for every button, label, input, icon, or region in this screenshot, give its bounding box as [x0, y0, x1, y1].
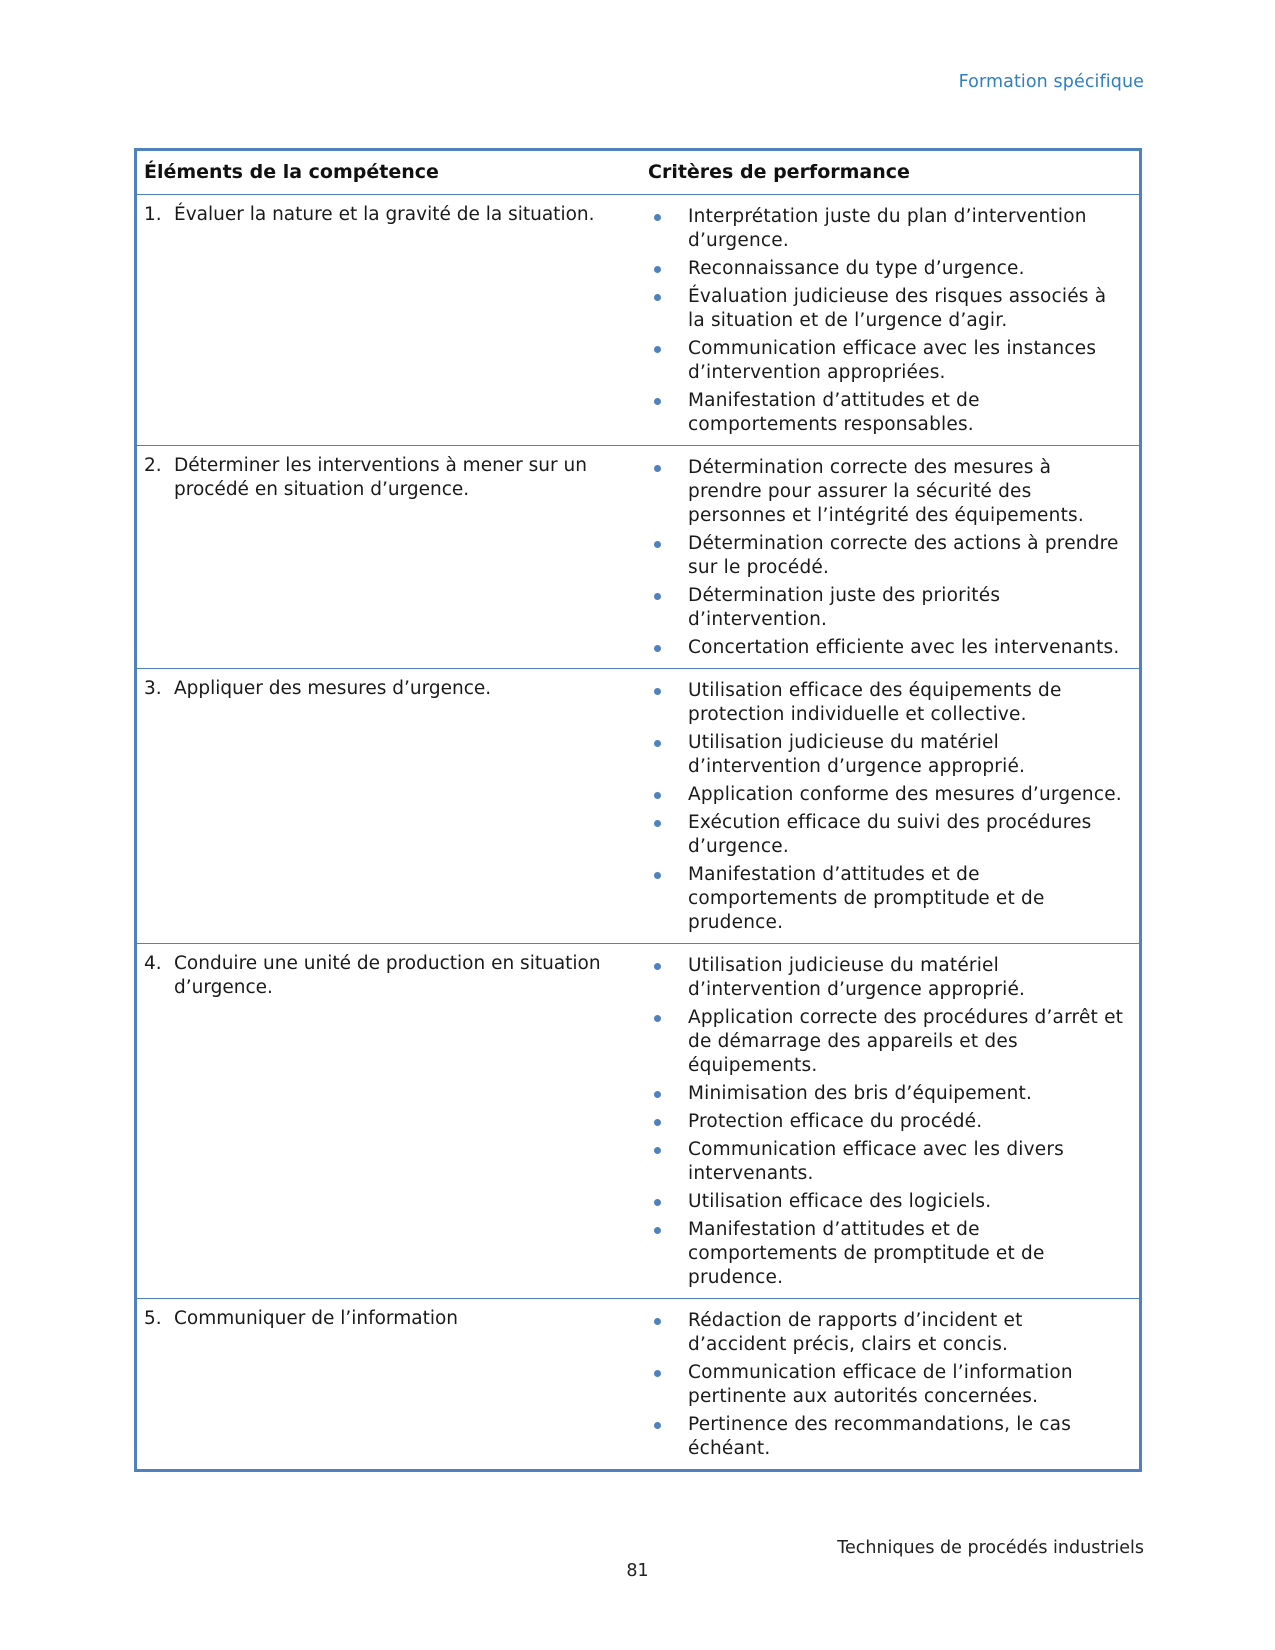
criteria-item: [648, 863, 1127, 935]
performance-criteria-cell: [640, 669, 1139, 943]
performance-criteria-cell: [640, 446, 1139, 668]
element-text: Déterminer les interventions à mener sur un procédé en situation d’urgence.: [174, 455, 587, 500]
bullet-icon: [648, 679, 688, 727]
criteria-item: [648, 584, 1127, 632]
criteria-text: Manifestation d’attitudes et de comportements de promptitude et de prudence.: [688, 1219, 1045, 1288]
criteria-list: [648, 195, 1127, 445]
criteria-text: Protection efficace du procédé.: [688, 1111, 983, 1132]
criteria-text: Détermination correcte des mesures à prendre pour assurer la sécurité des personnes et l’intégrité des équipements.: [688, 457, 1084, 526]
bullet-icon: [648, 1413, 688, 1461]
bullet-icon: [648, 1082, 688, 1106]
criteria-text: Pertinence des recommandations, le cas échéant.: [688, 1414, 1072, 1459]
criteria-text: Reconnaissance du type d’urgence.: [688, 258, 1025, 279]
table-row: [137, 669, 1139, 944]
element-number: 5.: [144, 1308, 162, 1329]
criteria-item: [648, 636, 1127, 660]
bullet-icon: [648, 1309, 688, 1357]
criteria-text: Application correcte des procédures d’arrêt et de démarrage des appareils et des équipements.: [688, 1007, 1124, 1076]
element-number: 1.: [144, 204, 162, 225]
bullet-icon: [648, 863, 688, 935]
element-number: 4.: [144, 953, 162, 974]
criteria-text: Communication efficace avec les instances d’intervention appropriées.: [688, 338, 1097, 383]
competence-element: [137, 1299, 640, 1469]
criteria-text: Manifestation d’attitudes et de comportements de promptitude et de prudence.: [688, 864, 1045, 933]
criteria-text: Communication efficace avec les divers intervenants.: [688, 1139, 1065, 1184]
criteria-text: Interprétation juste du plan d’intervention d’urgence.: [688, 206, 1087, 251]
column-header-criteria: Critères de performance: [648, 161, 910, 183]
criteria-item: [648, 811, 1127, 859]
criteria-list: [648, 944, 1127, 1298]
criteria-item: [648, 205, 1127, 253]
bullet-icon: [648, 1190, 688, 1214]
bullet-icon: [648, 337, 688, 385]
criteria-item: [648, 679, 1127, 727]
criteria-text: Utilisation judicieuse du matériel d’intervention d’urgence approprié.: [688, 732, 1026, 777]
bullet-icon: [648, 1138, 688, 1186]
criteria-list: [648, 446, 1127, 668]
criteria-item: [648, 954, 1127, 1002]
performance-criteria-cell: [640, 944, 1139, 1298]
competence-element: [137, 669, 640, 943]
criteria-text: Utilisation efficace des équipements de protection individuelle et collective.: [688, 680, 1062, 725]
table-header-row: [137, 151, 1139, 195]
bullet-icon: [648, 1218, 688, 1290]
criteria-item: [648, 285, 1127, 333]
table-row: [137, 446, 1139, 669]
column-header-elements: Éléments de la compétence: [144, 161, 439, 183]
criteria-list: [648, 1299, 1127, 1469]
element-number: 3.: [144, 678, 162, 699]
criteria-text: Communication efficace de l’information pertinente aux autorités concernées.: [688, 1362, 1073, 1407]
criteria-item: [648, 1413, 1127, 1461]
bullet-icon: [648, 389, 688, 437]
criteria-text: Application conforme des mesures d’urgence.: [688, 784, 1122, 805]
bullet-icon: [648, 783, 688, 807]
criteria-item: [648, 731, 1127, 779]
criteria-item: [648, 1309, 1127, 1357]
table-row: [137, 944, 1139, 1299]
bullet-icon: [648, 205, 688, 253]
criteria-list: [648, 669, 1127, 943]
criteria-item: [648, 1006, 1127, 1078]
bullet-icon: [648, 731, 688, 779]
criteria-item: [648, 257, 1127, 281]
performance-criteria-cell: [640, 195, 1139, 445]
bullet-icon: [648, 1361, 688, 1409]
competence-element: [137, 195, 640, 445]
bullet-icon: [648, 257, 688, 281]
bullet-icon: [648, 532, 688, 580]
criteria-text: Exécution efficace du suivi des procédures d’urgence.: [688, 812, 1092, 857]
criteria-item: [648, 1218, 1127, 1290]
table-row: [137, 195, 1139, 446]
competence-element: [137, 944, 640, 1298]
element-text: Communiquer de l’information: [174, 1308, 459, 1329]
competence-table: [134, 148, 1142, 1472]
criteria-text: Rédaction de rapports d’incident et d’accident précis, clairs et concis.: [688, 1310, 1023, 1355]
criteria-item: [648, 456, 1127, 528]
criteria-item: [648, 1138, 1127, 1186]
criteria-text: Manifestation d’attitudes et de comportements responsables.: [688, 390, 980, 435]
performance-criteria-cell: [640, 1299, 1139, 1469]
running-header: Formation spécifique: [958, 72, 1144, 92]
criteria-text: Évaluation judicieuse des risques associés à la situation et de l’urgence d’agir.: [688, 286, 1107, 331]
bullet-icon: [648, 584, 688, 632]
criteria-item: [648, 1082, 1127, 1106]
criteria-item: [648, 1361, 1127, 1409]
bullet-icon: [648, 285, 688, 333]
bullet-icon: [648, 456, 688, 528]
table-row: [137, 1299, 1139, 1469]
bullet-icon: [648, 811, 688, 859]
criteria-text: Utilisation judicieuse du matériel d’intervention d’urgence approprié.: [688, 955, 1026, 1000]
bullet-icon: [648, 636, 688, 660]
criteria-item: [648, 337, 1127, 385]
criteria-text: Concertation efficiente avec les intervenants.: [688, 637, 1120, 658]
criteria-item: [648, 1110, 1127, 1134]
page-number: 81: [626, 1561, 649, 1581]
criteria-item: [648, 389, 1127, 437]
criteria-text: Détermination juste des priorités d’intervention.: [688, 585, 1001, 630]
element-number: 2.: [144, 455, 162, 476]
bullet-icon: [648, 1006, 688, 1078]
element-text: Évaluer la nature et la gravité de la situation.: [174, 204, 595, 225]
bullet-icon: [648, 1110, 688, 1134]
criteria-item: [648, 783, 1127, 807]
criteria-item: [648, 1190, 1127, 1214]
footer-title: Techniques de procédés industriels: [837, 1538, 1144, 1558]
table-body: [137, 195, 1139, 1469]
criteria-text: Utilisation efficace des logiciels.: [688, 1191, 992, 1212]
criteria-text: Minimisation des bris d’équipement.: [688, 1083, 1033, 1104]
element-text: Appliquer des mesures d’urgence.: [174, 678, 492, 699]
criteria-text: Détermination correcte des actions à prendre sur le procédé.: [688, 533, 1119, 578]
criteria-item: [648, 532, 1127, 580]
element-text: Conduire une unité de production en situation d’urgence.: [174, 953, 601, 998]
competence-element: [137, 446, 640, 668]
bullet-icon: [648, 954, 688, 1002]
